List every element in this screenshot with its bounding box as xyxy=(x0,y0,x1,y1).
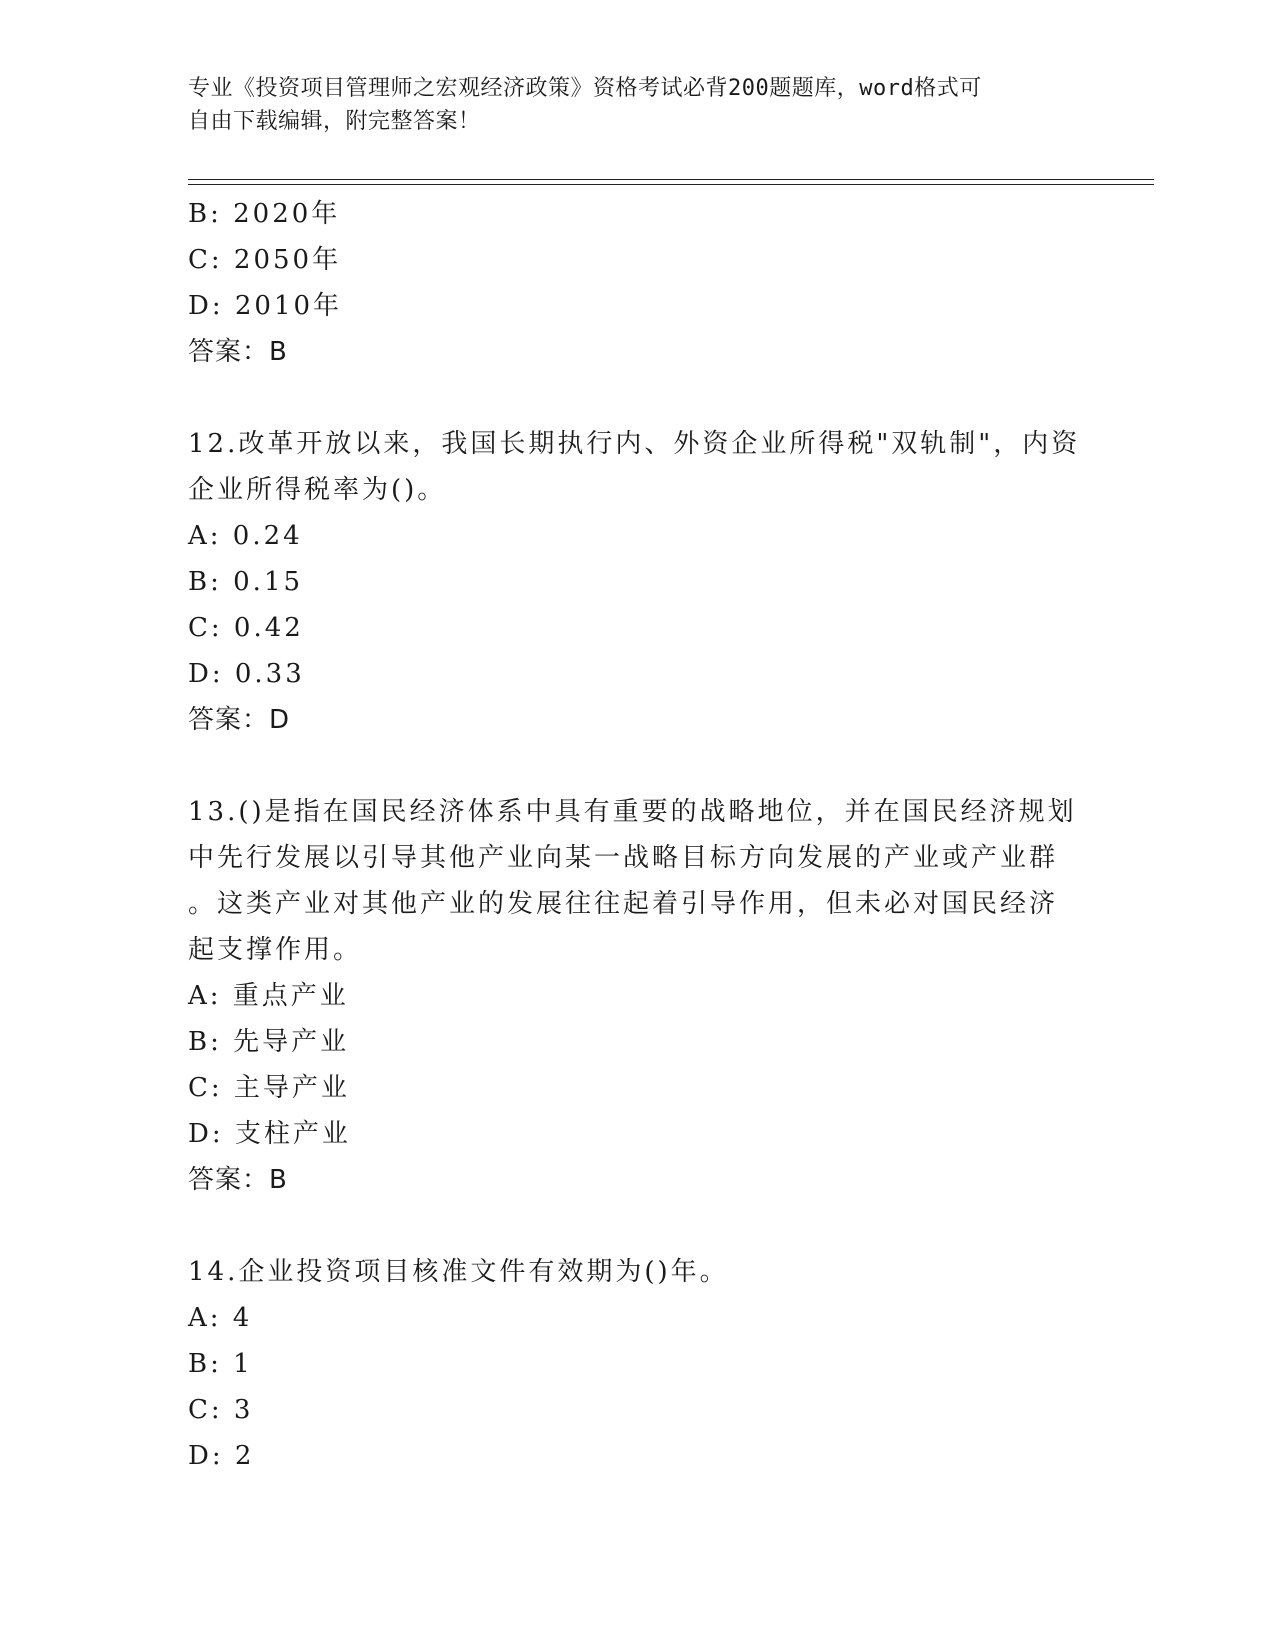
header-divider-top xyxy=(188,179,1154,180)
answer-line: 答案：D xyxy=(188,705,291,735)
option-c: C: 3 xyxy=(188,1395,254,1425)
question-13 xyxy=(188,789,1088,1203)
stem-line: 14.企业投资项目核准文件有效期为()年。 xyxy=(188,1257,729,1287)
stem-line: 企业所得税率为()。 xyxy=(188,475,447,505)
option-c: C: 0.42 xyxy=(188,613,304,643)
option-d: D: 2 xyxy=(188,1441,255,1471)
question-stem xyxy=(188,421,1088,513)
question-14 xyxy=(188,1249,1088,1479)
answer-line: 答案：B xyxy=(188,337,288,367)
option-b: B: 2020年 xyxy=(188,199,341,229)
question-12 xyxy=(188,421,1088,743)
question-11-tail xyxy=(188,191,1088,375)
option-a: A: 重点产业 xyxy=(188,981,349,1011)
option-d: D: 支柱产业 xyxy=(188,1119,351,1149)
option-b: B: 先导产业 xyxy=(188,1027,350,1057)
option-b: B: 1 xyxy=(188,1349,253,1379)
option-c: C: 2050年 xyxy=(188,245,342,275)
option-d: D: 0.33 xyxy=(188,659,305,689)
option-b: B: 0.15 xyxy=(188,567,304,597)
option-c: C: 主导产业 xyxy=(188,1073,350,1103)
header-line-1: 专业《投资项目管理师之宏观经济政策》资格考试必背200题题库，word格式可 xyxy=(188,76,982,101)
question-content xyxy=(188,191,1088,1479)
question-stem xyxy=(188,1249,1088,1295)
option-a: A: 0.24 xyxy=(188,521,303,551)
stem-line: 起支撑作用。 xyxy=(188,935,363,965)
stem-line: 13.()是指在国民经济体系中具有重要的战略地位，并在国民经济规划 xyxy=(188,797,1077,827)
stem-line: 12.改革开放以来，我国长期执行内、外资企业所得税"双轨制"，内资 xyxy=(188,429,1081,459)
stem-line: 中先行发展以引导其他产业向某一战略目标方向发展的产业或产业群 xyxy=(188,843,1059,873)
stem-line: 。这类产业对其他产业的发展往往起着引导作用，但未必对国民经济 xyxy=(188,889,1059,919)
document-header xyxy=(188,72,1088,138)
answer-line: 答案：B xyxy=(188,1165,288,1195)
option-a: A: 4 xyxy=(188,1303,253,1333)
question-stem xyxy=(188,789,1088,973)
header-line-2: 自由下载编辑，附完整答案！ xyxy=(188,109,481,134)
header-divider-bottom xyxy=(188,184,1154,185)
option-d: D: 2010年 xyxy=(188,291,343,321)
